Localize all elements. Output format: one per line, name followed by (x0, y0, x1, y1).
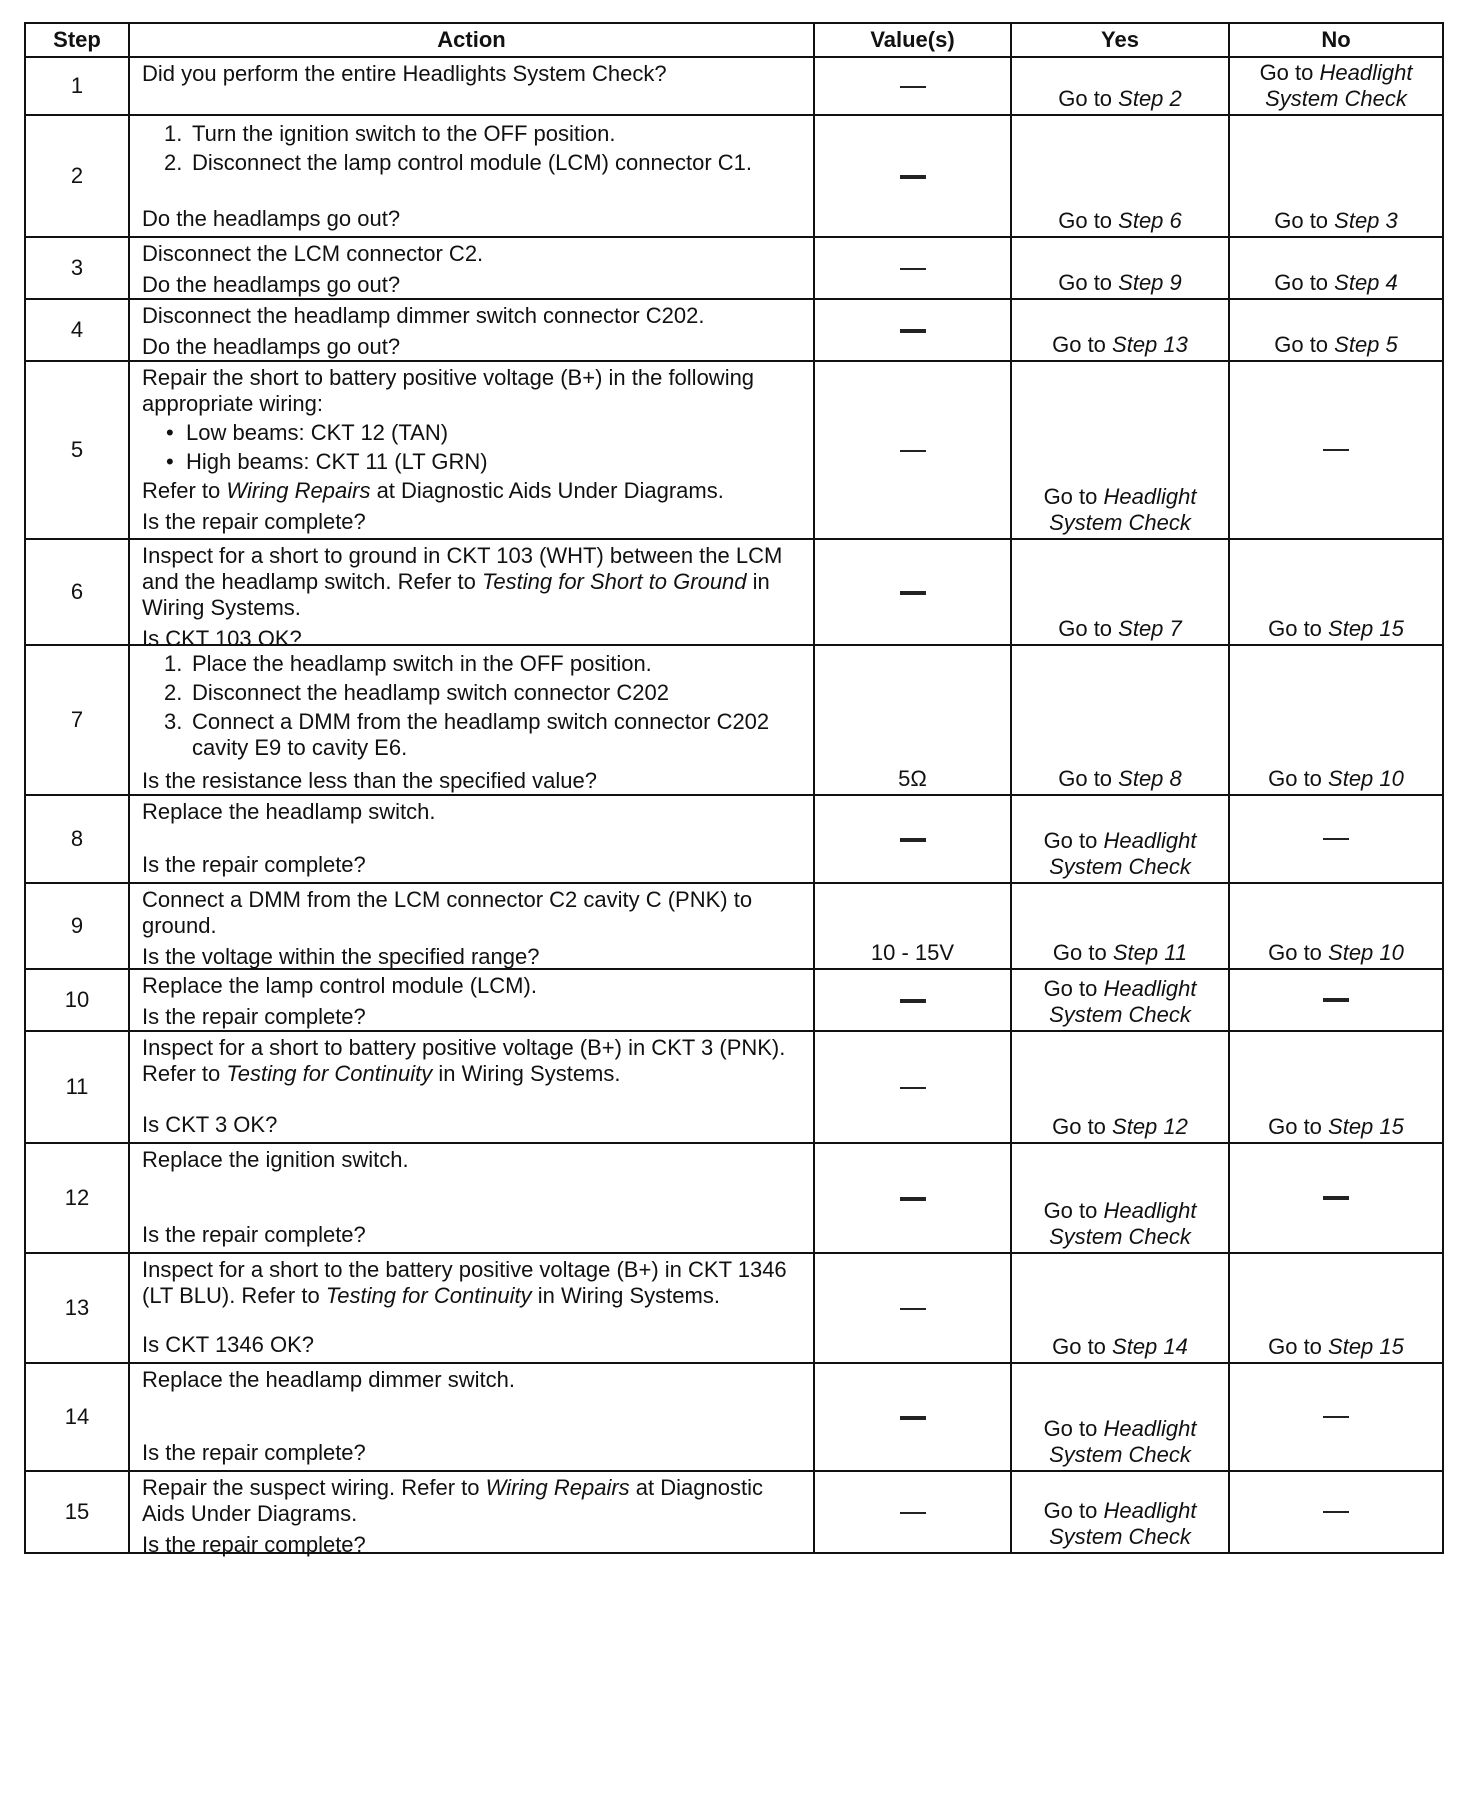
instruction-paragraph (142, 1367, 805, 1393)
question-text (142, 768, 805, 794)
header-no: No (1229, 23, 1443, 57)
text-run: Replace the lamp control module (LCM). (142, 973, 537, 998)
bullet-icon: • (166, 420, 174, 445)
question-text (142, 1440, 805, 1466)
no-outcome (1229, 1031, 1443, 1143)
reference-text: Step 2 (1118, 86, 1182, 111)
yes-outcome (1011, 1031, 1229, 1143)
reference-text: Step 10 (1328, 766, 1404, 791)
not-applicable-dash (900, 1087, 926, 1089)
action-cell (129, 1363, 814, 1471)
step-number: 9 (25, 883, 129, 969)
not-applicable-dash (900, 329, 926, 333)
instruction-number: 3. (164, 709, 183, 734)
value-cell (814, 795, 1011, 883)
text-run: Go to (1043, 1416, 1104, 1441)
instruction-paragraph (142, 61, 805, 87)
reference-text: Step 12 (1112, 1114, 1188, 1139)
text-run: Go to (1274, 332, 1335, 357)
instruction-number: 1. (164, 121, 183, 146)
step-number: 12 (25, 1143, 129, 1253)
value-cell (814, 1143, 1011, 1253)
action-cell (129, 1253, 814, 1363)
text-run: Go to (1043, 1198, 1104, 1223)
step-number: 4 (25, 299, 129, 361)
text-run: Is the repair complete? (142, 1222, 366, 1247)
question-text (142, 272, 805, 298)
text-run: Go to (1058, 616, 1119, 641)
no-outcome (1229, 883, 1443, 969)
not-applicable-dash (1323, 1196, 1349, 1200)
no-outcome (1229, 299, 1443, 361)
reference-text: Headlight System Check (1265, 60, 1413, 111)
reference-text: Step 13 (1112, 332, 1188, 357)
reference-text: Step 8 (1118, 766, 1182, 791)
text-run: Low beams: CKT 12 (TAN) (186, 420, 449, 445)
not-applicable-dash (900, 1197, 926, 1201)
yes-outcome (1011, 1471, 1229, 1553)
value-cell: 5Ω (814, 645, 1011, 795)
no-outcome (1229, 361, 1443, 539)
bullet-text (186, 449, 488, 475)
question-text (142, 206, 805, 232)
value-cell (814, 1031, 1011, 1143)
yes-outcome (1011, 237, 1229, 299)
question-text (142, 334, 805, 360)
instruction-paragraph (142, 1257, 805, 1309)
text-run: Go to (1268, 940, 1329, 965)
text-run: High beams: CKT 11 (LT GRN) (186, 449, 488, 474)
text-run: Go to (1058, 86, 1119, 111)
not-applicable-dash (900, 838, 926, 842)
action-cell (129, 115, 814, 237)
not-applicable-dash (900, 175, 926, 179)
reference-text: Step 9 (1118, 270, 1182, 295)
text-run: at Diagnostic Aids Under Diagrams. (370, 478, 724, 503)
no-outcome (1229, 1471, 1443, 1553)
reference-text: Headlight System Check (1049, 1198, 1197, 1249)
action-cell (129, 795, 814, 883)
header-values: Value(s) (814, 23, 1011, 57)
reference-text: Step 14 (1112, 1334, 1188, 1359)
no-outcome (1229, 237, 1443, 299)
yes-outcome (1011, 883, 1229, 969)
instruction-paragraph (142, 365, 805, 417)
action-cell (129, 57, 814, 115)
no-outcome (1229, 57, 1443, 115)
instruction-paragraph (142, 1147, 805, 1173)
not-applicable-dash (900, 1308, 926, 1310)
text-run: Go to (1058, 208, 1119, 233)
text-run: in Wiring Systems. (142, 569, 770, 620)
value-cell (814, 1363, 1011, 1471)
action-cell (129, 645, 814, 795)
value-cell (814, 969, 1011, 1031)
bullet-item (166, 420, 805, 446)
step-number: 13 (25, 1253, 129, 1363)
reference-text: Testing for Continuity (226, 1061, 433, 1086)
text-run: Connect a DMM from the LCM connector C2 cavity C (PNK) to ground. (142, 887, 753, 938)
instruction-number: 2. (164, 150, 183, 175)
text-run: Go to (1043, 484, 1104, 509)
table-row (25, 237, 1443, 299)
reference-text: Step 11 (1112, 940, 1188, 965)
header-action: Action (129, 23, 814, 57)
text-run: Place the headlamp switch in the OFF position. (192, 651, 652, 676)
table-row (25, 1031, 1443, 1143)
text-run: Disconnect the lamp control module (LCM) connector C1. (192, 150, 753, 175)
numbered-instruction (164, 651, 805, 677)
instruction-paragraph (142, 1475, 805, 1527)
reference-text: Step 5 (1334, 332, 1398, 357)
action-cell (129, 969, 814, 1031)
step-number: 11 (25, 1031, 129, 1143)
text-run: Go to (1052, 332, 1113, 357)
question-text (142, 1222, 805, 1248)
text-run: Inspect for a short to the battery positive voltage (B+) in CKT 1346 (LT BLU). Refer to (142, 1257, 787, 1308)
question-text (142, 1532, 805, 1558)
action-cell (129, 1143, 814, 1253)
instruction-text (192, 709, 805, 761)
diagnostic-table (24, 22, 1444, 1557)
reference-text: Step 10 (1328, 940, 1404, 965)
text-run: Is the repair complete? (142, 1004, 366, 1029)
text-run: Go to (1268, 1334, 1329, 1359)
header-row (25, 23, 1443, 57)
step-number: 10 (25, 969, 129, 1031)
yes-outcome (1011, 299, 1229, 361)
value-cell (814, 1471, 1011, 1553)
table-row (25, 1143, 1443, 1253)
numbered-instruction (164, 680, 805, 706)
reference-text: Wiring Repairs (485, 1475, 630, 1500)
reference-text: Step 7 (1118, 616, 1182, 641)
step-number: 5 (25, 361, 129, 539)
reference-text: Step 15 (1328, 616, 1404, 641)
text-run: Go to (1274, 208, 1335, 233)
text-run: at Diagnostic Aids Under Diagrams. (142, 1475, 763, 1526)
reference-text: Wiring Repairs (226, 478, 371, 503)
text-run: Go to (1043, 828, 1104, 853)
reference-text: Headlight System Check (1049, 976, 1197, 1027)
action-cell (129, 883, 814, 969)
text-run: Go to (1058, 270, 1119, 295)
no-outcome (1229, 969, 1443, 1031)
table-body (25, 57, 1443, 1557)
table-row (25, 969, 1443, 1031)
not-applicable-dash (900, 1416, 926, 1420)
value-cell (814, 361, 1011, 539)
instruction-number: 1. (164, 651, 183, 676)
no-outcome (1229, 1363, 1443, 1471)
text-run: Turn the ignition switch to the OFF position. (192, 121, 616, 146)
table-row (25, 361, 1443, 539)
value-cell (814, 115, 1011, 237)
table-row (25, 645, 1443, 795)
yes-outcome (1011, 1253, 1229, 1363)
not-applicable-dash (1323, 1416, 1349, 1418)
text-run: Is the repair complete? (142, 509, 366, 534)
text-run: Replace the headlamp dimmer switch. (142, 1367, 515, 1392)
not-applicable-dash (1323, 1511, 1349, 1513)
value-cell (814, 539, 1011, 645)
instruction-paragraph (142, 887, 805, 939)
header-step: Step (25, 23, 129, 57)
bullet-text (186, 420, 448, 446)
text-run: Is the repair complete? (142, 1532, 366, 1557)
table-row (25, 1253, 1443, 1363)
action-cell (129, 1471, 814, 1557)
text-run: Is the repair complete? (142, 1440, 366, 1465)
text-run: Replace the headlamp switch. (142, 799, 436, 824)
yes-outcome (1011, 1363, 1229, 1471)
text-run: Go to (1052, 1334, 1113, 1359)
text-run: Go to (1268, 766, 1329, 791)
table-row (25, 1363, 1443, 1471)
text-run: in Wiring Systems. (432, 1061, 621, 1086)
numbered-instruction (164, 150, 805, 176)
text-run: Replace the ignition switch. (142, 1147, 409, 1172)
no-outcome (1229, 539, 1443, 645)
no-outcome (1229, 115, 1443, 237)
text-run: Go to (1259, 60, 1320, 85)
diagnostic-table-sheet (24, 22, 1442, 1557)
reference-text: Step 15 (1328, 1114, 1404, 1139)
question-text (142, 944, 805, 970)
yes-outcome (1011, 795, 1229, 883)
text-run: Repair the short to battery positive voltage (B+) in the following appropriate wiring: (142, 365, 755, 416)
action-cell (129, 539, 814, 651)
instruction-paragraph (142, 1035, 805, 1087)
yes-outcome (1011, 969, 1229, 1031)
text-run: Go to (1274, 270, 1335, 295)
text-run: Inspect for a short to ground in CKT 103 (WHT) between the LCM and the headlamp switch. Refer to (142, 543, 783, 594)
question-text (142, 509, 805, 535)
question-text (142, 1004, 805, 1030)
numbered-instruction (164, 121, 805, 147)
table-row (25, 1471, 1443, 1553)
yes-outcome (1011, 115, 1229, 237)
action-cell (129, 361, 814, 539)
not-applicable-dash (900, 1512, 926, 1514)
instruction-text (192, 680, 805, 706)
not-applicable-dash (1323, 998, 1349, 1002)
text-run: Do the headlamps go out? (142, 206, 401, 231)
reference-text: Step 3 (1334, 208, 1398, 233)
text-run: Repair the suspect wiring. Refer to (142, 1475, 486, 1500)
not-applicable-dash (900, 591, 926, 595)
text-run: Disconnect the LCM connector C2. (142, 241, 484, 266)
no-outcome (1229, 645, 1443, 795)
question-text (142, 1112, 805, 1138)
reference-text: Headlight System Check (1049, 1498, 1197, 1549)
text-run: in Wiring Systems. (531, 1283, 720, 1308)
instruction-text (192, 150, 805, 176)
value-cell (814, 1253, 1011, 1363)
text-run: Did you perform the entire Headlights System Check? (142, 61, 667, 86)
yes-outcome (1011, 539, 1229, 645)
not-applicable-dash (900, 450, 926, 452)
text-run: Is CKT 1346 OK? (142, 1332, 315, 1357)
step-number: 1 (25, 57, 129, 115)
reference-text: Testing for Short to Ground (481, 569, 747, 594)
text-run: Go to (1052, 940, 1113, 965)
table-row (25, 795, 1443, 883)
text-run: Connect a DMM from the headlamp switch connector C202 cavity E9 to cavity E6. (192, 709, 770, 760)
table-row (25, 57, 1443, 115)
text-run: Is the voltage within the specified range? (142, 944, 540, 969)
yes-outcome (1011, 645, 1229, 795)
text-run: Go to (1268, 616, 1329, 641)
step-number: 3 (25, 237, 129, 299)
step-number: 15 (25, 1471, 129, 1553)
text-run: Do the headlamps go out? (142, 334, 401, 359)
text-run: Go to (1043, 1498, 1104, 1523)
bullet-icon: • (166, 449, 174, 474)
instruction-paragraph (142, 799, 805, 825)
reference-text: Testing for Continuity (325, 1283, 532, 1308)
reference-text: Step 15 (1328, 1334, 1404, 1359)
reference-text: Headlight System Check (1049, 828, 1197, 879)
text-run: Go to (1268, 1114, 1329, 1139)
text-run: Disconnect the headlamp dimmer switch connector C202. (142, 303, 705, 328)
value-cell (814, 237, 1011, 299)
text-run: Disconnect the headlamp switch connector C202 (192, 680, 669, 705)
table-row (25, 539, 1443, 645)
yes-outcome (1011, 361, 1229, 539)
text-run: Do the headlamps go out? (142, 272, 401, 297)
text-run: Is the repair complete? (142, 852, 366, 877)
bullet-item (166, 449, 805, 475)
instruction-text (192, 651, 805, 677)
text-run: Is the resistance less than the specified value? (142, 768, 597, 793)
step-number: 8 (25, 795, 129, 883)
no-outcome (1229, 1143, 1443, 1253)
instruction-paragraph (142, 241, 805, 267)
instruction-paragraph (142, 303, 805, 329)
not-applicable-dash (1323, 449, 1349, 451)
text-run: Go to (1058, 766, 1119, 791)
instruction-text (192, 121, 805, 147)
yes-outcome (1011, 1143, 1229, 1253)
header-yes: Yes (1011, 23, 1229, 57)
instruction-paragraph (142, 543, 805, 621)
text-run: Inspect for a short to battery positive voltage (B+) in CKT 3 (PNK). Refer to (142, 1035, 786, 1086)
not-applicable-dash (900, 86, 926, 88)
not-applicable-dash (900, 999, 926, 1003)
numbered-instruction (164, 709, 805, 761)
reference-text: Step 4 (1334, 270, 1398, 295)
value-cell: 10 - 15V (814, 883, 1011, 969)
not-applicable-dash (900, 268, 926, 270)
reference-text: Headlight System Check (1049, 484, 1197, 535)
text-run: Go to (1052, 1114, 1113, 1139)
value-cell (814, 57, 1011, 115)
action-cell (129, 237, 814, 299)
table-row (25, 299, 1443, 361)
step-number: 14 (25, 1363, 129, 1471)
yes-outcome (1011, 57, 1229, 115)
reference-text: Headlight System Check (1049, 1416, 1197, 1467)
question-text (142, 1332, 805, 1358)
action-cell (129, 1031, 814, 1143)
action-cell (129, 299, 814, 361)
no-outcome (1229, 795, 1443, 883)
reference-text: Step 6 (1118, 208, 1182, 233)
no-outcome (1229, 1253, 1443, 1363)
step-number: 2 (25, 115, 129, 237)
step-number: 6 (25, 539, 129, 645)
text-run: Refer to (142, 478, 227, 503)
not-applicable-dash (1323, 838, 1349, 840)
instruction-paragraph (142, 478, 805, 504)
step-number: 7 (25, 645, 129, 795)
text-run: Go to (1043, 976, 1104, 1001)
value-cell (814, 299, 1011, 361)
instruction-number: 2. (164, 680, 183, 705)
table-row (25, 115, 1443, 237)
text-run: Is CKT 3 OK? (142, 1112, 278, 1137)
instruction-paragraph (142, 973, 805, 999)
text-run: Is CKT 103 OK? (142, 626, 302, 651)
question-text (142, 852, 805, 878)
table-row (25, 883, 1443, 969)
